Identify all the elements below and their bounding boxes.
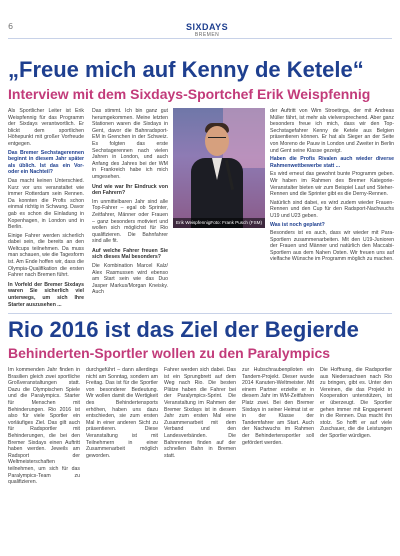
caption-name: Erik Weispfennig. [176,220,212,225]
photo-caption [173,218,265,228]
paragraph: Das Bremer Sechstagerennen beginnt in diesem Jahr später als üblich. Ist das ein Vor- oder ein Nachteil? [8,149,84,176]
paragraph: Als Sportlicher Leiter ist Erik Weispfennig für das Programm der Sixdays verantwortlich. Er blickt dem sportlichen Höhepunkt mit großer Vorfreude entgegen. [8,108,84,147]
article2-subhead: Behinderten-Sportler wollen zu den Paralympics [8,345,331,361]
section-divider [8,313,392,314]
article2-column-4: zur Hubschraubenpiloten ein Tandem-Projekt. Dieser wurde 2014 Kanuten-Weltmeister. Mit einem Partner erzielte er in diesem Jahr im WM-Zeitfahren Platz zwei. Bei den Bremer Sixdays in seiner Heimat ist er in der Klasse der Tandemfahrer am Start. Auch der Nachwuchs im Rahmen der Behindertensportler soll gefördert werden. [242,367,314,446]
article-column-1 [8,108,84,310]
paragraph: Das stimmt. Ich bin ganz gut herumgekommen. Meine letzten Stationen waren die Sixdays in Gent, davor die Bahnradsport-EM in Grenchen in der Schweiz. Es folgten das erste Sechstagerennen nach vielen Jahren in London, und auch Anfang des Jahres bei der WM in Frankreich habe ich mich umgesehen. [92,108,168,180]
portrait-photo [173,108,265,228]
page-number: 6 [8,22,14,31]
article-column-2 [92,108,168,298]
paragraph: In Vorfeld der Bremer Sixdays waren Sie sicherlich viel unterwegs, um sich Ihre Starter auszusehen ... [8,281,84,308]
paragraph: Das macht keinen Unterschied. Kurz vor uns veranstaltet wie immer Rotterdam sein Rennen. Da konnten die Profis schon einmal richtig in Schwung. Davor gab es schon die Einladung in Kopenhagen, in London und in Berlin. [8,177,84,231]
article2-column-1: Im kommenden Jahr finden in Brasilien gleich zwei sportliche Großveranstaltungen statt. Dazu die Olympischen Spiele und die Paralympics. Starter für Menschen mit Behinderungen. Rio 2016 ist also für viele Sportler ein vorläufiges Ziel. Das gilt auch für Radsportler mit Behinderungen, die bei den Bremer Sixdays einen Auftritt haben werden. Jeweils am Radsport der Weltmeisterschaften teilnehmen, um sich für das Paralympics-Team zu qualifizieren. [8,367,80,486]
paragraph: Was ist noch geplant? [270,221,325,228]
article2-column-2: durchgeführt – dann allerdings nicht am Sonntag, sondern am Freitag. Das ist für die Sportler von besonderer Bedeutung. Wir wollen damit die Wertigkeit des Behindertensports erhöhen, haben uns dazu entschieden, sie zum ersten Mal in einer anderen Sicht zu präsentieren. Diese Veranstaltung ist mit Teilnehmern in einer Zusammenarbeit möglich geworden. [86,367,158,459]
paragraph: Besonders ist es auch, dass wir wieder mit Para-Sportlern zusammenarbeiten. Mit den U19-Junioren der Frauen und Männer und natürlich den Maccabi-Sportlern aus dem Nahen Osten. Wir freuen uns auf vielfache Wünsche im Programm möglich zu machen. [270,230,394,263]
paragraph: der Auftritt von Wim Stroetinga, der mit Andreas Müller fährt, ist mehr als vielversprechend. Aber ganz besonders freue ich mich, dass wir den Top-Sechstagefahrer Kenny de Ketele aus Belgien präsentieren können. Er hat als Sieger an der Seite von Moreno de Pauw in London und Zweiter in Berlin und Gent seine Klasse gezeigt. [270,108,394,154]
paragraph: Die Kombination Marcel Kalz/ Alex Rasmussen wird ebenso am Start sein wie das Duo Jasper Markus/Morgan Kneisky. Auch [92,263,168,296]
paragraph: Und wie war Ihr Eindruck von den Fahrern? [92,183,168,197]
article-headline: „Freue mich auf Kenny de Ketele“ [8,57,364,82]
paragraph: Haben die Profis Rivalen auch wieder diverse Rahmenwettbewerbe statt ... [270,156,394,169]
article-column-3 [270,108,394,265]
paragraph: Natürlich sind dabei, es wird zudem wieder Frauen-Rennen und den Cup für den Radsport-Nachwuchs U19 und U23 geben. [270,199,394,219]
page-header [0,0,400,58]
paragraph: Auf welche Fahrer freuen Sie sich dieses Mal besonders? [92,247,168,261]
article-subhead: Interview mit dem Sixdays-Sportchef Erik Weispfennig [8,86,371,102]
sixdays-logo [186,23,228,39]
paragraph: Es wird erneut das gewohnt bunte Programm geben. Wir haben im Rahmen des Bremer Kategorie-Veranstalter bieten wir zum Beispiel Lauf und Steher-Rennen und die Sprinter gibt es die Derny-Rennen. [270,171,394,198]
article2-column-3: Fahrer werden sich dabei. Das ist ein Sprungbrett auf dem Weg nach Rio. Die besten Plätze haben die Fahrer bei der Paralympics-Sprint. Die Veranstaltung im Rahmen der Bremer Sixdays ist in diesem Jahr zum ersten Mal eine Zusammenarbeit mit dem Verband und den Landesverbänden. Die Bahnrennen finden auf der schnellen Bahn in Bremen statt. [164,367,236,459]
header-divider [8,38,392,39]
logo-subtitle: BREMEN [194,32,220,38]
article2-column-5: Die Hoffnung, die Radsportler aus Niedersachsen nach Rio zu bringen, gibt es. Unter den Vereinen, die das Projekt in Kooperation unterstützen, ist er überzeugt. Die Sportler gehen immer mit Engagement in die Rennen. Das macht ihn stolz. So hofft er auf viele Zuschauer, die die Leistungen der Sportler würdigen. [320,367,392,439]
caption-credit: Foto: Frank Pusch (FSM) [210,220,262,225]
logo-title: SIXDAYS [186,22,229,32]
paragraph: Im unmittelbaren Jahr sind alle Top-Fahrer – egal ob Sprinter, Zeitfahrer, Männer oder Frauen – ganz besonders motiviert und wollen sich möglichst für Rio qualifizieren. Die Bahnfahrer sind alle fit. [92,198,168,245]
paragraph: Einige Fahrer werden sicherlich dabei sein, die bereits an den Weltcups teilnehmen. Da muss man schauen, wie die Tagesform ist. Am Ende hoffen wir, dass die Olympia-Qualifikation die ersten Fahrer nach Bremen führt. [8,232,84,279]
article2-headline: Rio 2016 ist das Ziel der Begierde [8,317,359,342]
